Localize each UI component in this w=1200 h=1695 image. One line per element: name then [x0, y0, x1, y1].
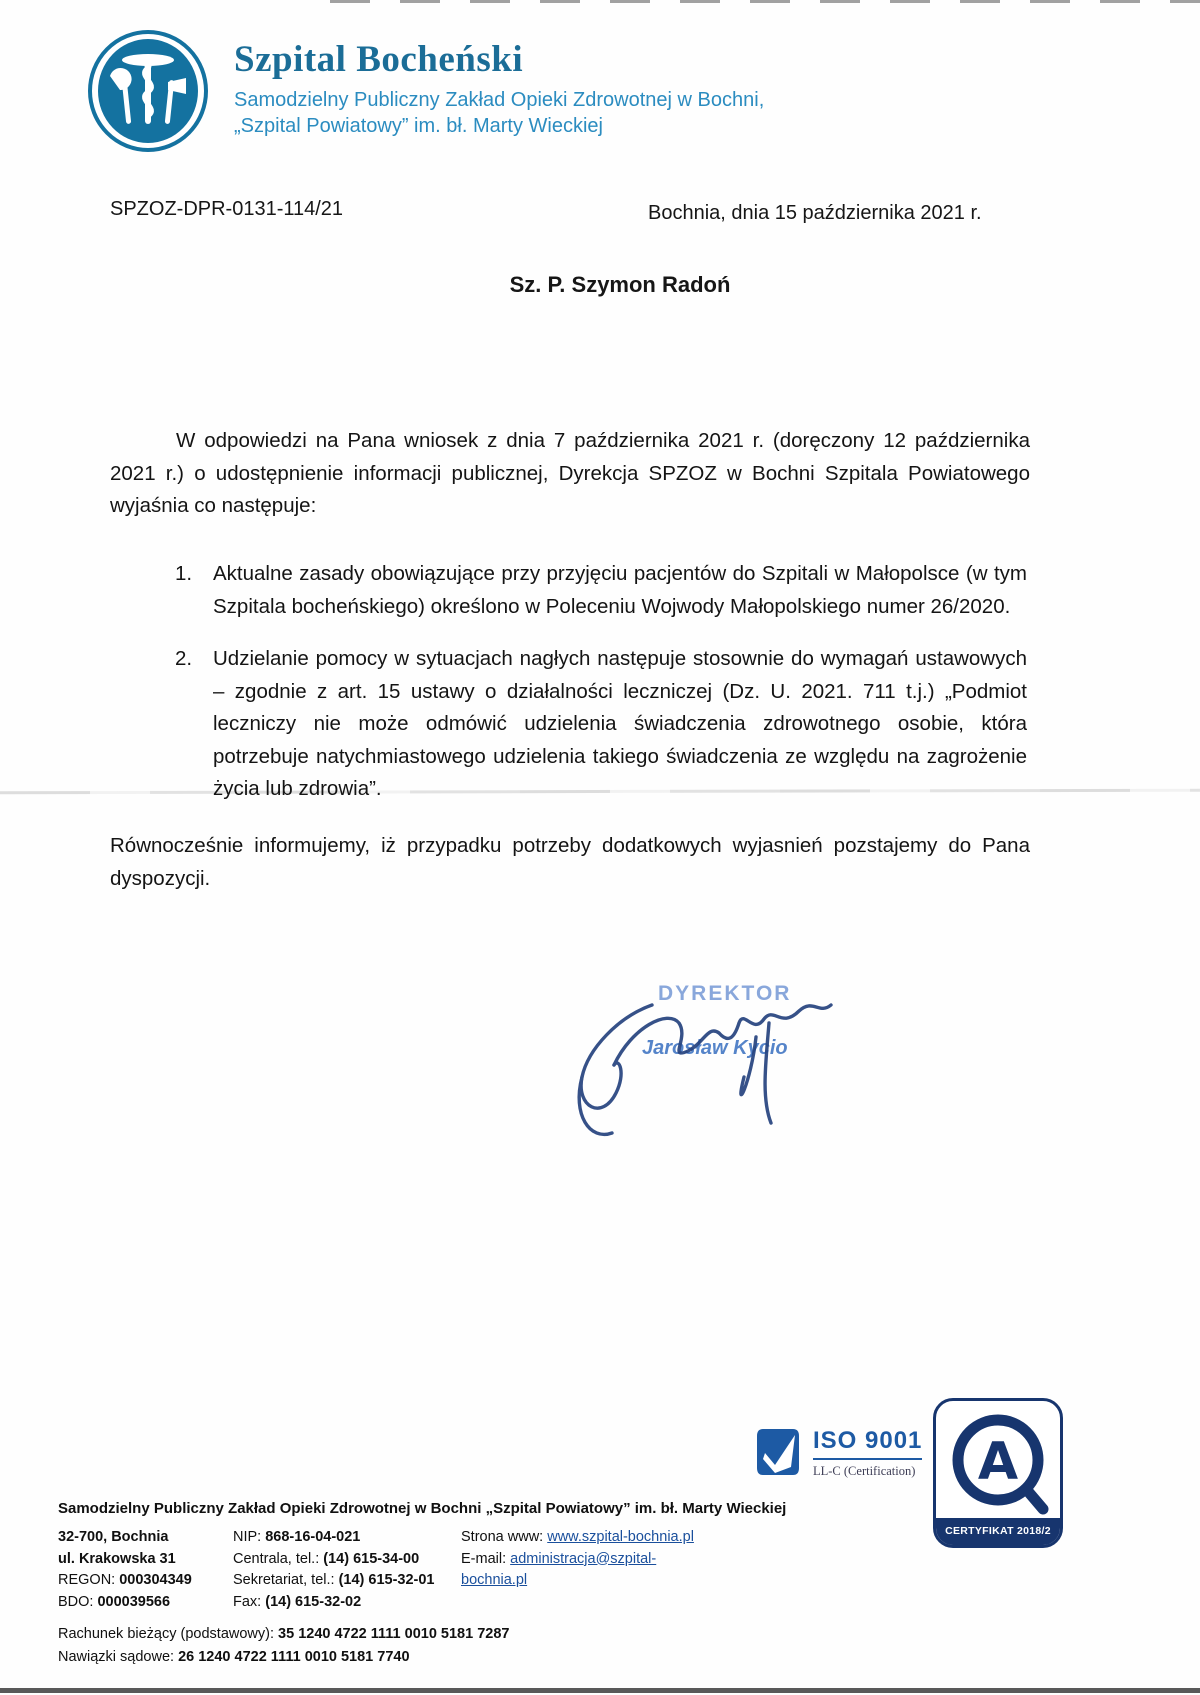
checkmark-icon — [755, 1427, 801, 1477]
iso-subtitle: LL-C (Certification) — [813, 1464, 916, 1478]
bank-account-main — [58, 1623, 1148, 1646]
centrala-value: (14) 615-34-00 — [323, 1550, 420, 1567]
footer-phone-column — [233, 1527, 461, 1613]
list-item-1-text: Aktualne zasady obowiązujące przy przyjęciu pacjentów do Szpitali w Małopolsce (w tym Szpitala bocheńskiego) określono w Poleceniu Wojwody Małopolskiego numer 26/2020. — [213, 562, 1027, 618]
bank-account-court-value: 26 1240 4722 1111 0010 5181 7740 — [178, 1649, 410, 1665]
list-item-1 — [175, 558, 1027, 623]
list-item-2-text: Udzielanie pomocy w sytuacjach nagłych następuje stosownie do wymagań ustawowych – zgodnie z art. 15 ustawy o działalności leczniczej (Dz. U. 2021. 711 t.j.) „Podmiot leczniczy nie może odmówić udzielenia świadczenia zdrowotnego osobie, która potrzebuje natychmiastowego udzielenia takiego świadczenia ze względu na zagrożenie życia lub zdrowia”. — [213, 647, 1027, 800]
list-item-1-number: 1. — [175, 562, 193, 585]
iso-title: ISO 9001 — [813, 1427, 922, 1460]
handwritten-signature — [520, 965, 900, 1165]
footer-fax — [233, 1592, 461, 1614]
director-stamp-name: Jarosław Kycio — [642, 1037, 788, 1059]
footer-bdo — [58, 1592, 233, 1614]
footer-sekretariat — [233, 1570, 461, 1592]
list-item-2 — [175, 643, 1027, 806]
sekretariat-value: (14) 615-32-01 — [338, 1572, 435, 1588]
reference-number: SPZOZ-DPR-0131-114/21 — [110, 198, 344, 220]
footer-nip — [233, 1527, 461, 1549]
scan-artifact-bottom — [0, 1688, 1200, 1693]
footer-web-column — [461, 1527, 721, 1613]
scan-artifact-top — [330, 0, 1200, 3]
bank-account-main-label: Rachunek bieżący (podstawowy): — [58, 1626, 279, 1642]
list-item-2-number: 2. — [175, 647, 193, 670]
bdo-value: 000039566 — [97, 1593, 171, 1610]
footer-regon — [58, 1570, 233, 1592]
addressee: Sz. P. Szymon Radoń — [509, 272, 731, 297]
hospital-subtitle-2: „Szpital Powiatowy” im. bł. Marty Wieckiej — [234, 115, 603, 137]
director-stamp-title: DYREKTOR — [658, 982, 792, 1005]
footer-org-line: Samodzielny Publiczny Zakład Opieki Zdrowotnej w Bochni „Szpital Powiatowy” im. bł. Marty Wieckiej — [58, 1500, 787, 1517]
quality-a-icon — [943, 1405, 1053, 1519]
letterhead — [88, 30, 764, 152]
hospital-subtitle-1: Samodzielny Publiczny Zakład Opieki Zdrowotnej w Bochni, — [234, 89, 765, 111]
bank-account-court — [58, 1646, 1148, 1669]
bank-account-main-value: 35 1240 4722 1111 0010 5181 7287 — [278, 1626, 510, 1642]
place-and-date: Bochnia, dnia 15 października 2021 r. — [648, 202, 982, 224]
iso-9001-badge — [755, 1427, 945, 1479]
svg-text:A: A — [977, 1432, 1019, 1492]
fax-label: Fax: — [233, 1593, 266, 1610]
fax-value: (14) 615-32-02 — [265, 1593, 362, 1610]
certificate-label: CERTYFIKAT 2018/2 — [936, 1518, 1060, 1545]
footer-centrala — [233, 1549, 461, 1571]
footer-address-column — [58, 1527, 233, 1613]
hospital-name: Szpital Bocheński — [234, 39, 524, 80]
email-label: E-mail: — [461, 1550, 511, 1567]
www-label: Strona www: — [461, 1529, 548, 1545]
email-link[interactable]: administracja@szpital-bochnia.pl — [461, 1550, 657, 1588]
website-link[interactable]: www.szpital-bochnia.pl — [547, 1529, 694, 1545]
footer-email — [461, 1549, 721, 1592]
centrala-label: Centrala, tel.: — [233, 1550, 324, 1567]
bdo-label: BDO: — [58, 1593, 98, 1610]
bank-account-court-label: Nawiązki sądowe: — [58, 1649, 179, 1665]
nip-label: NIP: — [233, 1529, 266, 1545]
closing-paragraph: Równocześnie informujemy, iż przypadku potrzeby dodatkowych wyjasnień pozstajemy do Pana dyspozycji. — [110, 834, 1030, 890]
regon-label: REGON: — [58, 1572, 120, 1588]
regon-value: 000304349 — [119, 1572, 192, 1588]
footer-postal-city: 32-700, Bochnia — [58, 1529, 169, 1545]
sekretariat-label: Sekretariat, tel.: — [233, 1572, 339, 1588]
intro-paragraph: W odpowiedzi na Pana wniosek z dnia 7 października 2021 r. (doręczony 12 października 2021 r.) o udostępnienie informacji publicznej, Dyrekcja SPZOZ w Bochni Szpitala Powiatowego wyjaśnia co następuje: — [110, 429, 1030, 517]
hospital-logo — [88, 30, 208, 152]
signature-block — [520, 965, 900, 1165]
footer-street: ul. Krakowska 31 — [58, 1550, 176, 1567]
nip-value: 868-16-04-021 — [265, 1529, 361, 1545]
footer-bank-lines — [58, 1623, 1148, 1669]
certificate-badge — [933, 1398, 1063, 1548]
numbered-list — [175, 558, 1027, 826]
footer-www — [461, 1527, 721, 1549]
